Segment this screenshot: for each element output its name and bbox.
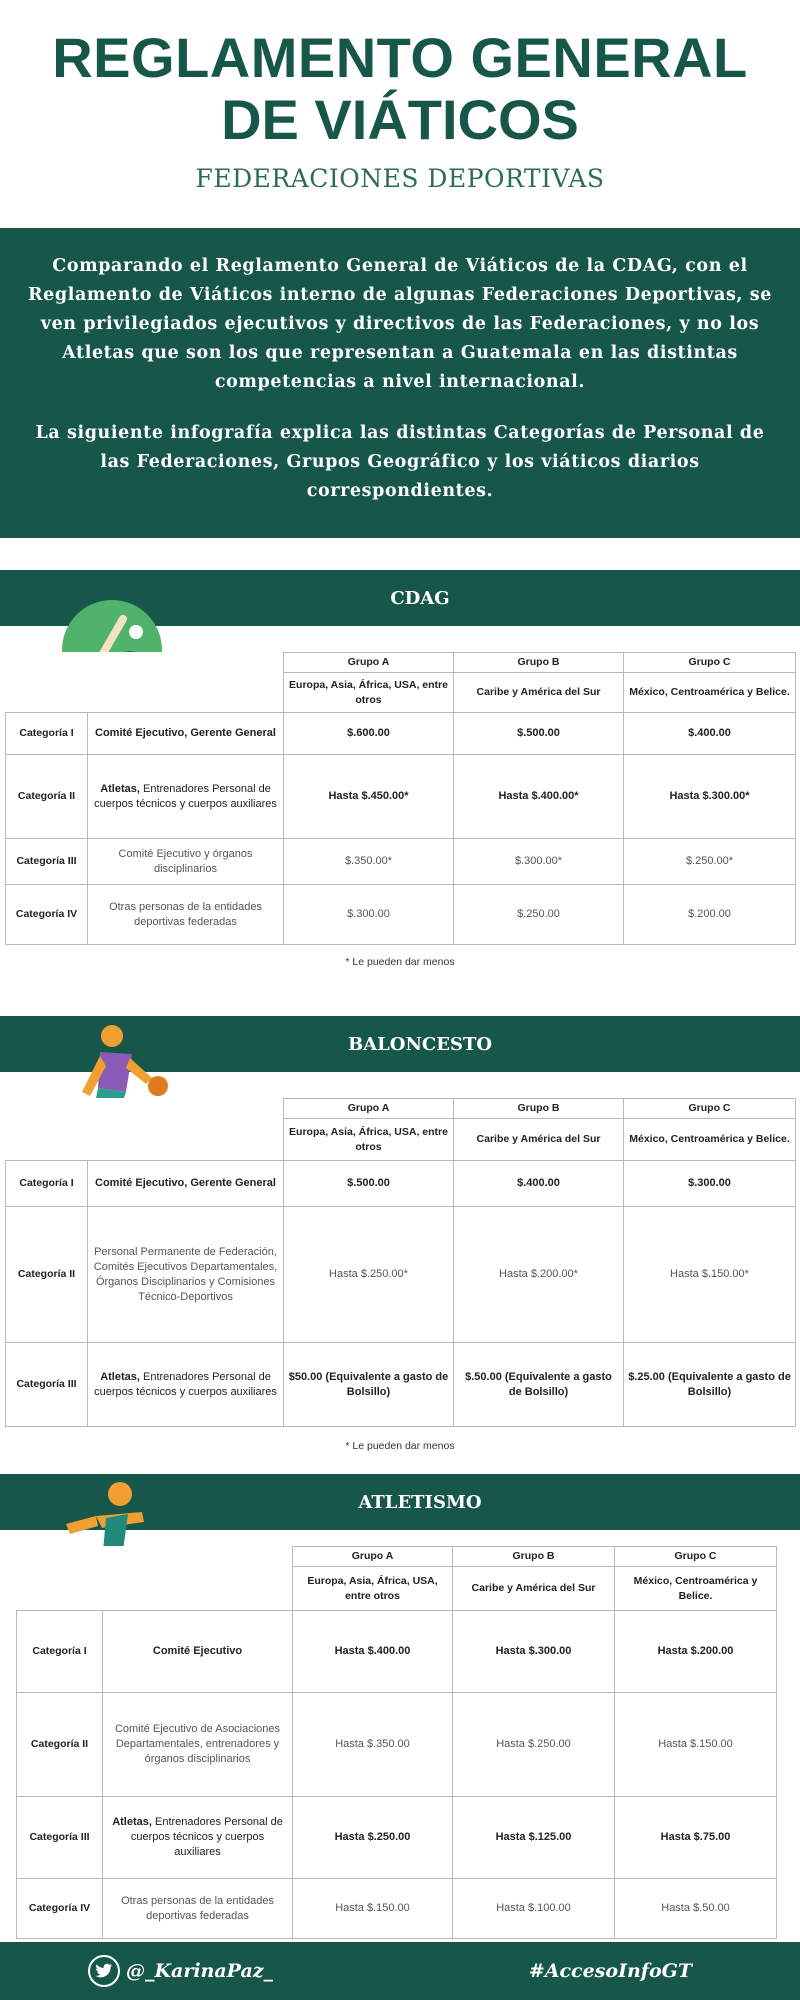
category-desc-bold: Atletas, <box>100 1370 140 1383</box>
group-a-desc: Europa, Asia, África, USA, entre otros <box>284 673 454 713</box>
section-title-atletismo: ATLETISMO <box>358 1491 482 1513</box>
value-group-a: Hasta $.350.00 <box>293 1693 453 1797</box>
value-group-a: $50.00 (Equivalente a gasto de Bolsillo) <box>284 1343 454 1427</box>
table-row <box>6 839 796 885</box>
value-group-b: $.50.00 (Equivalente a gasto de Bolsillo) <box>454 1343 624 1427</box>
twitter-handle-text: @_KarinaPaz_ <box>126 1960 274 1982</box>
group-c-desc: México, Centroamérica y Belice. <box>615 1567 777 1611</box>
group-c-header: Grupo C <box>624 653 796 673</box>
value-group-b: Hasta $.200.00* <box>454 1207 624 1343</box>
category-desc: Comité Ejecutivo de Asociaciones Departamentales, entrenadores y órganos disciplinarios <box>103 1693 293 1797</box>
intro-panel <box>0 228 800 538</box>
group-b-desc: Caribe y América del Sur <box>453 1567 615 1611</box>
value-group-a: Hasta $.450.00* <box>284 755 454 839</box>
value-group-c: Hasta $.50.00 <box>615 1879 777 1939</box>
table-row <box>17 1611 777 1693</box>
category-label: Categoría II <box>6 1207 88 1343</box>
category-desc: Comité Ejecutivo y órganos disciplinarios <box>88 839 284 885</box>
value-group-b: $.400.00 <box>454 1161 624 1207</box>
category-label: Categoría I <box>6 1161 88 1207</box>
value-group-a: $.600.00 <box>284 713 454 755</box>
category-desc-bold: Atletas, <box>100 782 140 795</box>
value-group-b: Hasta $.300.00 <box>453 1611 615 1693</box>
value-group-a: $.350.00* <box>284 839 454 885</box>
value-group-c: Hasta $.300.00* <box>624 755 796 839</box>
category-desc: Comité Ejecutivo <box>103 1611 293 1693</box>
category-desc-text: Entrenadores Personal de cuerpos técnicos y cuerpos auxiliares <box>94 782 277 810</box>
value-group-c: $.400.00 <box>624 713 796 755</box>
category-label: Categoría II <box>6 755 88 839</box>
category-desc: Comité Ejecutivo, Gerente General <box>88 1161 284 1207</box>
group-b-header: Grupo B <box>454 653 624 673</box>
value-group-a: $.300.00 <box>284 885 454 945</box>
value-group-b: $.300.00* <box>454 839 624 885</box>
twitter-bird-icon <box>88 1955 120 1987</box>
value-group-a: $.500.00 <box>284 1161 454 1207</box>
category-desc <box>88 1343 284 1427</box>
category-desc-bold: Atletas, <box>112 1816 152 1828</box>
category-desc <box>103 1797 293 1879</box>
group-a-header: Grupo A <box>293 1547 453 1567</box>
table-cdag <box>5 652 796 945</box>
category-label: Categoría IV <box>6 885 88 945</box>
table-row <box>17 1693 777 1797</box>
table-corner <box>6 1099 284 1161</box>
table-baloncesto <box>5 1098 796 1427</box>
table-row <box>6 755 796 839</box>
table-row <box>6 885 796 945</box>
group-a-header: Grupo A <box>284 653 454 673</box>
value-group-c: $.200.00 <box>624 885 796 945</box>
group-b-header: Grupo B <box>454 1099 624 1119</box>
group-b-header: Grupo B <box>453 1547 615 1567</box>
category-desc-text: Entrenadores Personal de cuerpos técnicos y cuerpos auxiliares <box>130 1816 283 1858</box>
value-group-a: Hasta $.150.00 <box>293 1879 453 1939</box>
value-group-a: Hasta $.250.00 <box>293 1797 453 1879</box>
category-desc: Comité Ejecutivo, Gerente General <box>88 713 284 755</box>
category-desc <box>88 755 284 839</box>
value-group-a: Hasta $.400.00 <box>293 1611 453 1693</box>
table-atletismo <box>16 1546 777 1939</box>
category-label: Categoría I <box>6 713 88 755</box>
group-c-header: Grupo C <box>615 1547 777 1567</box>
group-b-desc: Caribe y América del Sur <box>454 673 624 713</box>
category-desc: Otras personas de la entidades deportivas federadas <box>88 885 284 945</box>
table-row <box>6 713 796 755</box>
page-subtitle: FEDERACIONES DEPORTIVAS <box>195 164 605 193</box>
table-row <box>6 1343 796 1427</box>
page-title-line1: REGLAMENTO GENERAL <box>52 26 748 89</box>
group-c-desc: México, Centroamérica y Belice. <box>624 673 796 713</box>
category-desc: Personal Permanente de Federación, Comités Ejecutivos Departamentales, Órganos Disciplinarios y Comisiones Técnico-Deportivos <box>88 1207 284 1343</box>
category-label: Categoría II <box>17 1693 103 1797</box>
value-group-b: $.500.00 <box>454 713 624 755</box>
page-title-line2: DE VIÁTICOS <box>221 88 579 151</box>
table-row <box>17 1879 777 1939</box>
group-b-desc: Caribe y América del Sur <box>454 1119 624 1161</box>
value-group-b: $.250.00 <box>454 885 624 945</box>
value-group-c: Hasta $.150.00 <box>615 1693 777 1797</box>
category-desc-text: Entrenadores Personal de cuerpos técnicos y cuerpos auxiliares <box>94 1370 277 1398</box>
section-title-baloncesto: BALONCESTO <box>347 1033 493 1055</box>
value-group-c: $.25.00 (Equivalente a gasto de Bolsillo) <box>624 1343 796 1427</box>
value-group-b: Hasta $.100.00 <box>453 1879 615 1939</box>
intro-paragraph-1: Comparando el Reglamento General de Viáticos de la CDAG, con el Reglamento de Viáticos interno de algunas Federaciones Deportivas, se ven privilegiados ejecutivos y directivos de las Federaciones, y no los Atletas que son los que representan a Guatemala en las distintas competencias a nivel internacional. <box>28 256 772 392</box>
footnote-cdag: * Le pueden dar menos <box>345 956 455 968</box>
category-label: Categoría III <box>17 1797 103 1879</box>
category-label: Categoría III <box>6 839 88 885</box>
value-group-c: $.300.00 <box>624 1161 796 1207</box>
category-label: Categoría III <box>6 1343 88 1427</box>
group-a-header: Grupo A <box>284 1099 454 1119</box>
section-title-cdag: CDAG <box>390 587 450 609</box>
group-c-desc: México, Centroamérica y Belice. <box>624 1119 796 1161</box>
value-group-c: Hasta $.150.00* <box>624 1207 796 1343</box>
category-desc: Otras personas de la entidades deportivas federadas <box>103 1879 293 1939</box>
value-group-a: Hasta $.250.00* <box>284 1207 454 1343</box>
group-a-desc: Europa, Asia, África, USA, entre otros <box>293 1567 453 1611</box>
group-c-header: Grupo C <box>624 1099 796 1119</box>
category-label: Categoría IV <box>17 1879 103 1939</box>
table-row <box>17 1797 777 1879</box>
value-group-b: Hasta $.125.00 <box>453 1797 615 1879</box>
group-a-desc: Europa, Asia, África, USA, entre otros <box>284 1119 454 1161</box>
value-group-b: Hasta $.400.00* <box>454 755 624 839</box>
table-corner <box>6 653 284 713</box>
intro-paragraph-2: La siguiente infografía explica las distintas Categorías de Personal de las Federaciones, Grupos Geográfico y los viáticos diarios correspondientes. <box>35 423 765 501</box>
value-group-c: $.250.00* <box>624 839 796 885</box>
table-row <box>6 1207 796 1343</box>
value-group-b: Hasta $.250.00 <box>453 1693 615 1797</box>
footer-bar <box>0 1942 800 2000</box>
category-label: Categoría I <box>17 1611 103 1693</box>
table-row <box>6 1161 796 1207</box>
footnote-baloncesto: * Le pueden dar menos <box>345 1440 455 1452</box>
value-group-c: Hasta $.200.00 <box>615 1611 777 1693</box>
value-group-c: Hasta $.75.00 <box>615 1797 777 1879</box>
table-corner <box>17 1547 293 1611</box>
twitter-handle[interactable] <box>88 1955 273 1987</box>
hashtag-text[interactable]: #AccesoInfoGT <box>528 1960 692 1982</box>
